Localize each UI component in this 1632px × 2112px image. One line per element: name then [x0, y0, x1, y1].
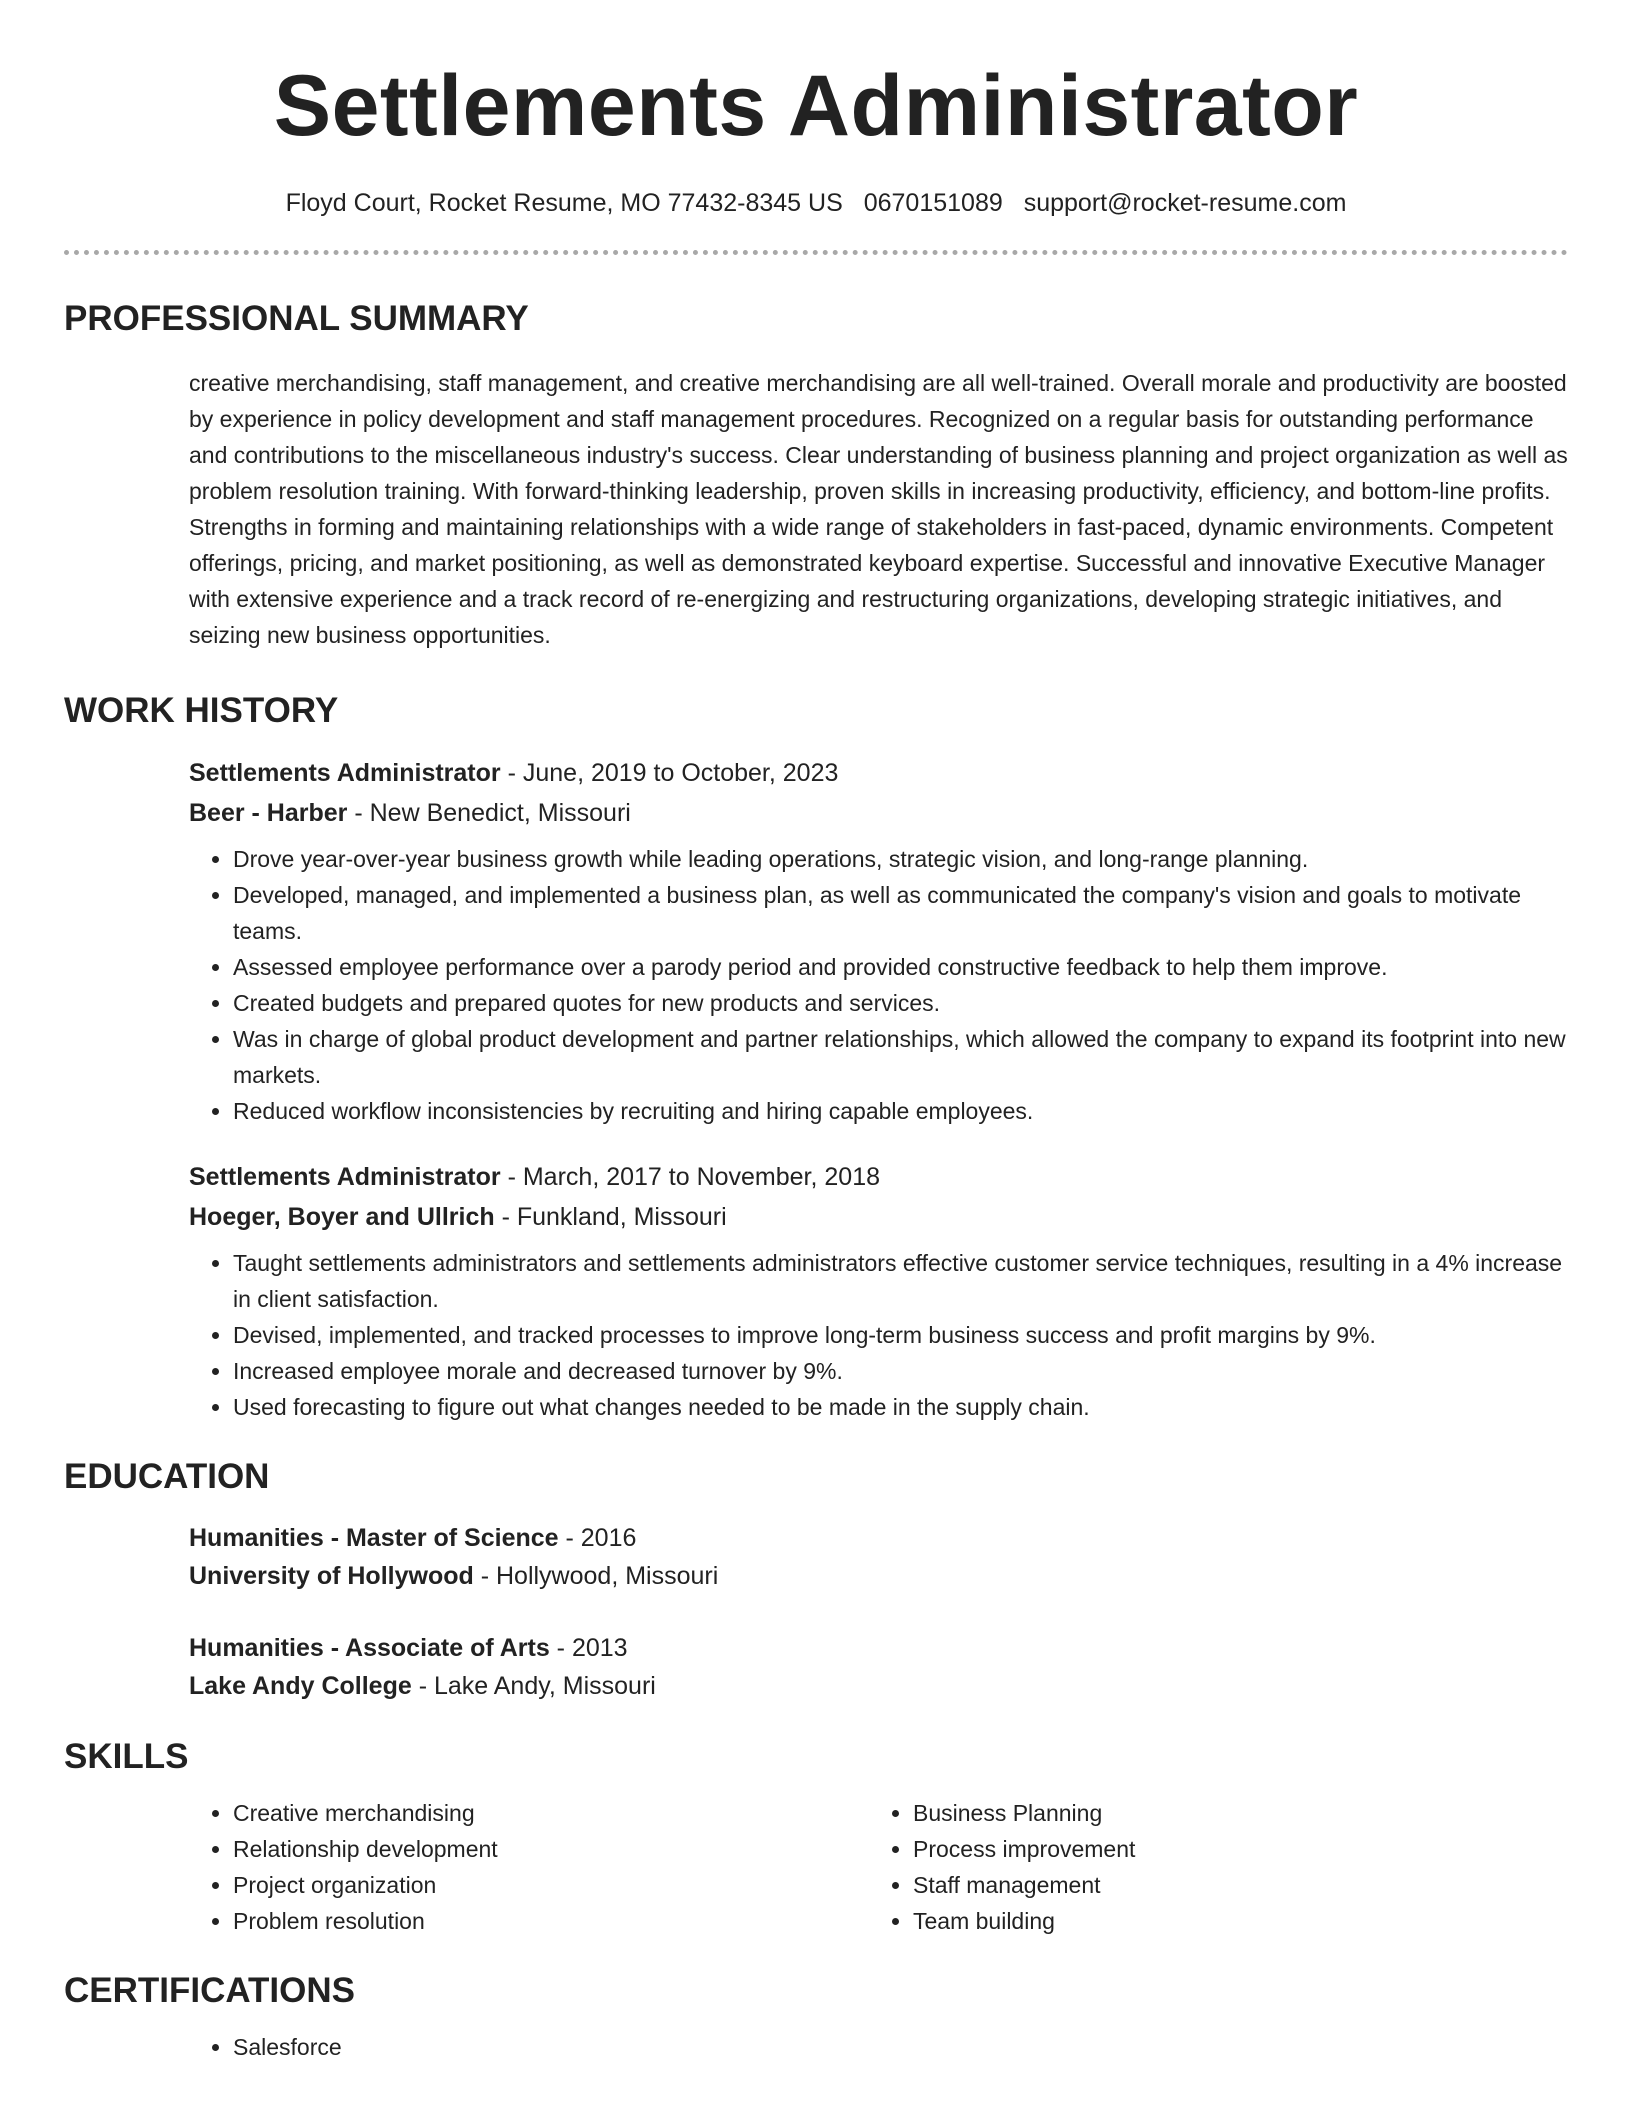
job-company: Beer - Harber [189, 799, 348, 827]
summary-heading: PROFESSIONAL SUMMARY [64, 299, 529, 338]
list-item: • Reduced workflow inconsistencies by recruiting and hiring capable employees. [233, 1093, 1568, 1129]
skills-heading: SKILLS [64, 1737, 189, 1776]
header-divider [64, 250, 1568, 255]
job-position: Settlements Administrator [189, 759, 501, 787]
list-item: • Salesforce [233, 2029, 1568, 2065]
education-entry [189, 1519, 1568, 1595]
job-company: Hoeger, Boyer and Ullrich [189, 1203, 495, 1231]
list-item: • Staff management [913, 1867, 1549, 1903]
certifications-list [189, 2029, 1568, 2065]
list-item: • Taught settlements administrators and settlements administrators effective customer service techniques, resulting in a 4% increase in client satisfaction. [233, 1245, 1568, 1317]
list-item: • Business Planning [913, 1795, 1549, 1831]
list-item: • Process improvement [913, 1831, 1549, 1867]
education-heading: EDUCATION [64, 1457, 270, 1496]
job-entry [189, 753, 1568, 1129]
education-degree-line [189, 1629, 1568, 1667]
list-item: • Assessed employee performance over a parody period and provided constructive feedback to help them improve. [233, 949, 1568, 985]
education-location: - Lake Andy, Missouri [411, 1672, 656, 1700]
education-degree-line [189, 1519, 1568, 1557]
list-item: • Relationship development [233, 1831, 869, 1867]
resume-name: Settlements Administrator [273, 58, 1359, 154]
education-year: - 2013 [549, 1634, 628, 1662]
job-entry [189, 1157, 1568, 1425]
contact-phone: 0670151089 [863, 189, 1003, 217]
skills-grid [189, 1795, 1568, 1939]
work-section [189, 753, 1568, 1425]
certifications-section [189, 2029, 1568, 2065]
list-item: • Creative merchandising [233, 1795, 869, 1831]
list-item: • Drove year-over-year business growth while leading operations, strategic vision, and long-range planning. [233, 841, 1568, 877]
summary-text: creative merchandising, staff management, and creative merchandising are all well-trained. Overall morale and productivity are boosted by experience in policy development and staff management procedures. Recognized on a regular basis for outstanding performance and contributions to the miscellaneous industry's success. Clear understanding of business planning and project organization as well as problem resolution training. With forward-thinking leadership, proven skills in increasing productivity, efficiency, and bottom-line profits. Strengths in forming and maintaining relationships with a wide range of stakeholders in fast-paced, dynamic environments. Competent offerings, pricing, and market positioning, as well as demonstrated keyboard expertise. Successful and innovative Executive Manager with extensive experience and a track record of re-energizing and restructuring organizations, developing strategic initiatives, and seizing new business opportunities. [189, 370, 1568, 648]
skills-list-right [869, 1795, 1549, 1939]
contact-address: Floyd Court, Rocket Resume, MO 77432-8345 US [285, 189, 843, 217]
certifications-heading: CERTIFICATIONS [64, 1971, 356, 2010]
education-degree: Humanities - Associate of Arts [189, 1634, 550, 1662]
education-school: Lake Andy College [189, 1672, 412, 1700]
skills-list-left [189, 1795, 869, 1939]
job-location: - Funkland, Missouri [494, 1203, 727, 1231]
list-item: • Increased employee morale and decreased turnover by 9%. [233, 1353, 1568, 1389]
education-location: - Hollywood, Missouri [473, 1562, 719, 1590]
education-school-line [189, 1557, 1568, 1595]
contact-email: support@rocket-resume.com [1023, 189, 1347, 217]
skills-column-left [189, 1795, 869, 1939]
job-company-line [189, 1197, 1568, 1237]
list-item: • Created budgets and prepared quotes for new products and services. [233, 985, 1568, 1021]
education-section [189, 1519, 1568, 1705]
job-dates: - June, 2019 to October, 2023 [500, 759, 839, 787]
job-dates: - March, 2017 to November, 2018 [500, 1163, 881, 1191]
education-year: - 2016 [558, 1524, 637, 1552]
skills-column-right [869, 1795, 1549, 1939]
job-company-line [189, 793, 1568, 833]
list-item: • Developed, managed, and implemented a business plan, as well as communicated the company's vision and goals to motivate teams. [233, 877, 1568, 949]
list-item: • Was in charge of global product development and partner relationships, which allowed the company to expand its footprint into new markets. [233, 1021, 1568, 1093]
job-bullets [189, 1245, 1568, 1425]
education-entry [189, 1629, 1568, 1705]
job-title-line [189, 1157, 1568, 1197]
list-item: • Used forecasting to figure out what changes needed to be made in the supply chain. [233, 1389, 1568, 1425]
list-item: • Devised, implemented, and tracked processes to improve long-term business success and profit margins by 9%. [233, 1317, 1568, 1353]
resume-page [64, 0, 1568, 2065]
skills-section [189, 1795, 1568, 1939]
education-school: University of Hollywood [189, 1562, 474, 1590]
job-position: Settlements Administrator [189, 1163, 501, 1191]
contact-line [64, 186, 1568, 220]
job-location: - New Benedict, Missouri [347, 799, 631, 827]
education-school-line [189, 1667, 1568, 1705]
work-heading: WORK HISTORY [64, 691, 339, 730]
list-item: • Project organization [233, 1867, 869, 1903]
list-item: • Problem resolution [233, 1903, 869, 1939]
job-bullets [189, 841, 1568, 1129]
list-item: • Team building [913, 1903, 1549, 1939]
summary-section [189, 365, 1568, 653]
job-title-line [189, 753, 1568, 793]
education-degree: Humanities - Master of Science [189, 1524, 559, 1552]
